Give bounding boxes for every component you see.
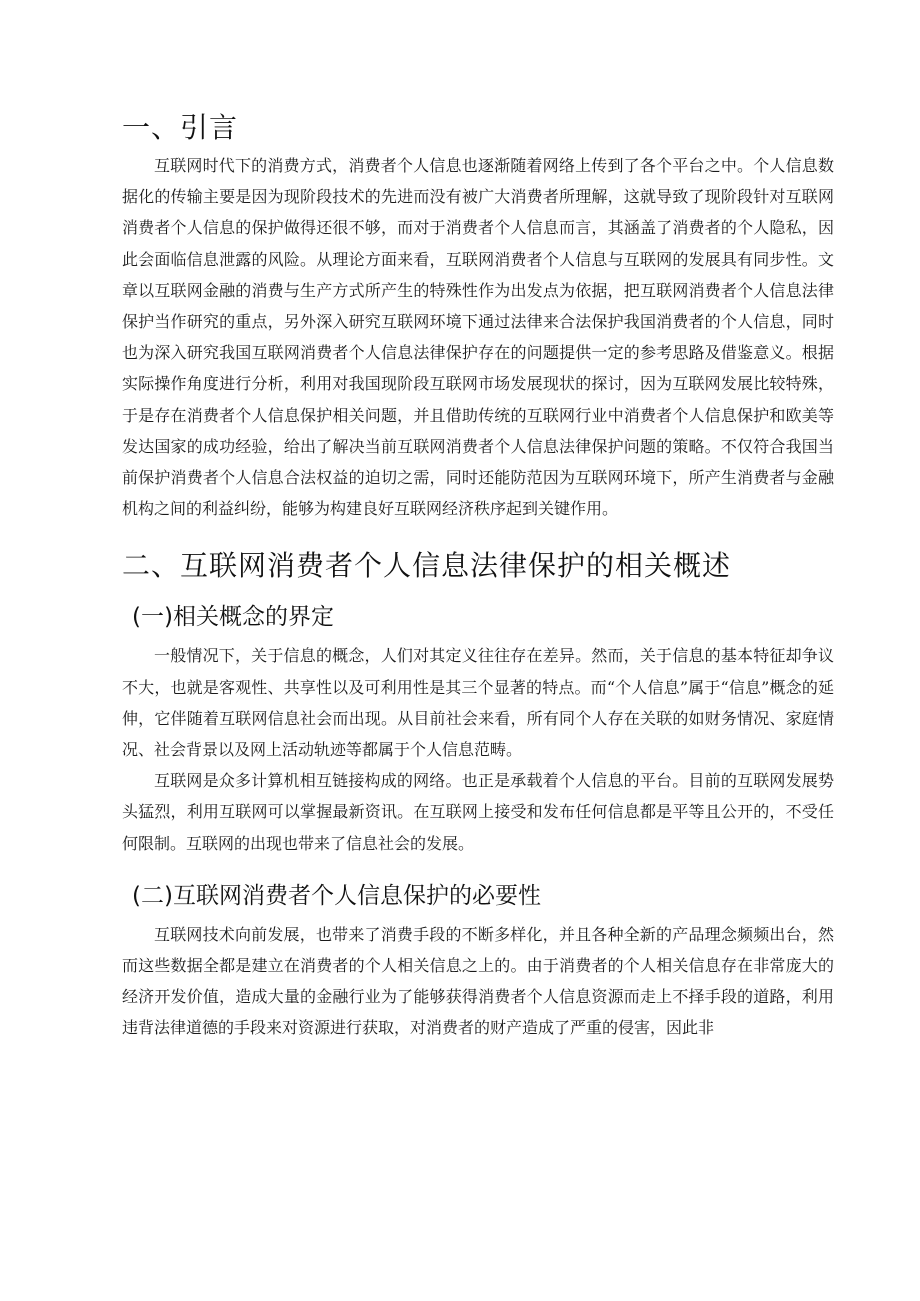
introduction-paragraph: 互联网时代下的消费方式，消费者个人信息也逐渐随着网络上传到了各个平台之中。个人信息数据化的传输主要是因为现阶段技术的先进而没有被广大消费者所理解，这就导致了现阶段针对互联网消费者个人信息的保护做得还很不够，而对于消费者个人信息而言，其涵盖了消费者的个人隐私，因此会面临信息泄露的风险。从理论方面来看，互联网消费者个人信息与互联网的发展具有同步性。文章以互联网金融的消费与生产方式所产生的特殊性作为出发点为依据，把互联网消费者个人信息法律保护当作研究的重点，另外深入研究互联网环境下通过法律来合法保护我国消费者的个人信息，同时也为深入研究我国互联网消费者个人信息法律保护存在的问题提供一定的参考思路及借鉴意义。根据实际操作角度进行分析，利用对我国现阶段互联网市场发展现状的探讨，因为互联网发展比较特殊，于是存在消费者个人信息保护相关问题，并且借助传统的互联网行业中消费者个人信息保护和欧美等发达国家的成功经验，给出了解决当前互联网消费者个人信息法律保护问题的策略。不仅符合我国当前保护消费者个人信息合法权益的迫切之需，同时还能防范因为互联网环境下，所产生消费者与金融机构之间的利益纠纷，能够为构建良好互联网经济秩序起到关键作用。 xyxy=(122,156,834,519)
section-heading-overview: 二、互联网消费者个人信息法律保护的相关概述 xyxy=(122,549,732,583)
subsection-heading-necessity: (二)互联网消费者个人信息保护的必要性 xyxy=(132,882,541,909)
necessity-paragraph: 互联网技术向前发展，也带来了消费手段的不断多样化，并且各种全新的产品理念频频出台，然而这些数据全都是建立在消费者的个人相关信息之上的。由于消费者的个人相关信息存在非常庞大的经济开发价值，造成大量的金融行业为了能够获得消费者个人信息资源而走上不择手段的道路，利用违背法律道德的手段来对资源进行获取，对消费者的财产造成了严重的侵害，因此非 xyxy=(122,924,834,1038)
document-content xyxy=(122,108,834,1044)
concept-paragraph-information: 一般情况下，关于信息的概念，人们对其定义往往存在差异。然而，关于信息的基本特征却争议不大，也就是客观性、共享性以及可利用性是其三个显著的特点。而“个人信息”属于“信息”概念的延伸，它伴随着互联网信息社会而出现。从目前社会来看，所有同个人存在关联的如财务情况、家庭情况、社会背景以及网上活动轨迹等都属于个人信息范畴。 xyxy=(122,646,834,760)
concept-paragraph-internet: 互联网是众多计算机相互链接构成的网络。也正是承载着个人信息的平台。目前的互联网发展势头猛烈，利用互联网可以掌握最新资讯。在互联网上接受和发布任何信息都是平等且公开的，不受任何限制。互联网的出现也带来了信息社会的发展。 xyxy=(122,771,834,853)
subsection-heading-concept-definition: (一)相关概念的界定 xyxy=(132,604,334,631)
section-heading-introduction: 一、引言 xyxy=(122,111,239,144)
